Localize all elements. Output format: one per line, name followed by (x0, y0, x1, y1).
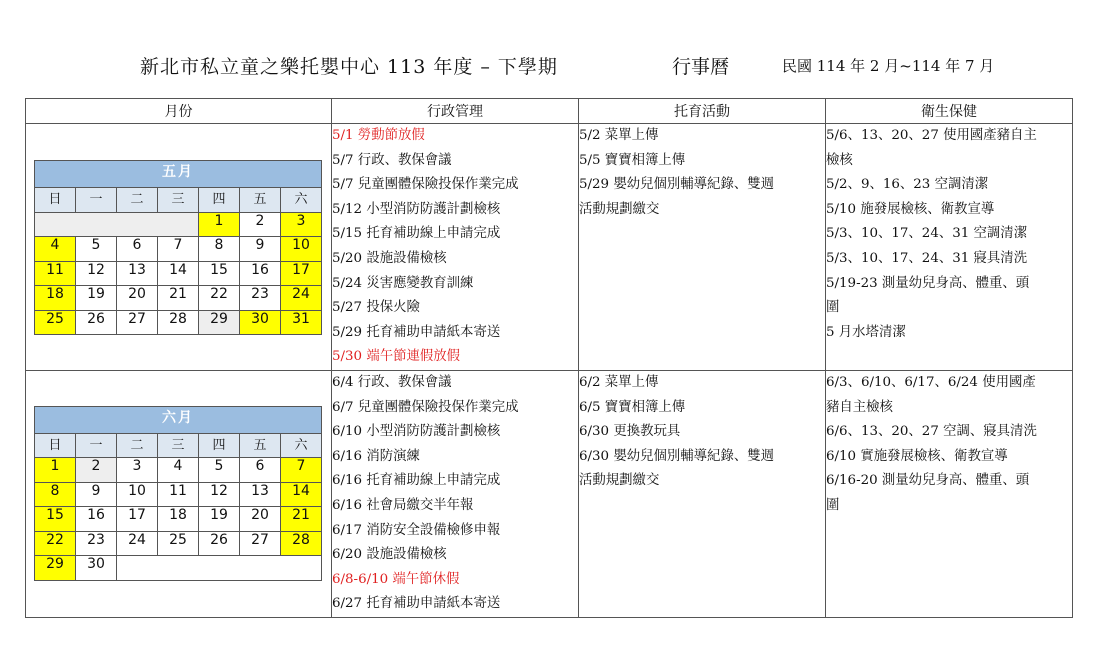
may-health-cell (826, 124, 1073, 371)
health-item: 豬自主檢核 (826, 399, 893, 415)
calendar-day: 25 (158, 531, 199, 556)
may-row (26, 124, 1073, 371)
june-admin-cell (332, 370, 579, 617)
health-item: 5/10 施發展檢核、衛教宣導 (826, 201, 995, 217)
calendar-day: 30 (240, 310, 281, 335)
weekday: 三 (158, 188, 199, 213)
may-activities-cell (579, 124, 826, 371)
weekday: 六 (281, 433, 322, 458)
weekday: 四 (199, 433, 240, 458)
admin-item: 6/10 小型消防防護計劃檢核 (332, 424, 501, 440)
activity-item: 6/5 寶寶相簿上傳 (579, 399, 686, 415)
health-item: 6/3、6/10、6/17、6/24 使用國產 (826, 374, 1036, 390)
calendar-day: 18 (35, 286, 76, 311)
calendar-day: 6 (240, 458, 281, 483)
weekday: 二 (117, 188, 158, 213)
activity-item: 6/2 菜單上傳 (579, 374, 659, 390)
calendar-day: 24 (117, 531, 158, 556)
calendar-day: 26 (199, 531, 240, 556)
calendar-day: 15 (35, 507, 76, 532)
june-calendar-title: 六月 (35, 406, 322, 433)
weekday: 四 (199, 188, 240, 213)
health-item: 圍 (826, 497, 840, 513)
calendar-day: 19 (199, 507, 240, 532)
activity-item: 6/30 更換教玩具 (579, 424, 681, 440)
weekday: 五 (240, 188, 281, 213)
calendar-day: 20 (240, 507, 281, 532)
calendar-day: 16 (76, 507, 117, 532)
activity-item: 5/5 寶寶相簿上傳 (579, 152, 686, 168)
header-admin: 行政管理 (332, 99, 579, 124)
calendar-day: 11 (158, 482, 199, 507)
calendar-day: 22 (199, 286, 240, 311)
health-item: 5/3、10、17、24、31 寢具清洗 (826, 250, 1028, 266)
health-item: 5/3、10、17、24、31 空調清潔 (826, 226, 1028, 242)
calendar-day: 28 (281, 531, 322, 556)
title-middle: 行事曆 (672, 56, 730, 78)
admin-item: 6/17 消防安全設備檢修申報 (332, 522, 501, 538)
health-item: 5/6、13、20、27 使用國產豬自主 (826, 128, 1037, 143)
june-weekday-row (35, 433, 322, 458)
calendar-day: 29 (35, 556, 76, 581)
header-health: 衛生保健 (826, 99, 1073, 124)
weekday: 六 (281, 188, 322, 213)
calendar-week (35, 310, 322, 335)
calendar-day: 20 (117, 286, 158, 311)
may-weekday-row (35, 188, 322, 213)
calendar-day: 8 (199, 237, 240, 262)
health-item: 6/6、13、20、27 空調、寢具清洗 (826, 424, 1037, 440)
weekday: 日 (35, 433, 76, 458)
health-item: 5/2、9、16、23 空調清潔 (826, 177, 989, 193)
admin-item: 6/16 托育補助線上申請完成 (332, 473, 501, 489)
june-calendar (34, 406, 322, 581)
calendar-day: 19 (76, 286, 117, 311)
activity-item: 5/2 菜單上傳 (579, 128, 659, 143)
june-activities-cell (579, 370, 826, 617)
header-activities: 托育活動 (579, 99, 826, 124)
calendar-day: 24 (281, 286, 322, 311)
calendar-day: 2 (240, 212, 281, 237)
admin-item: 6/7 兒童團體保險投保作業完成 (332, 399, 519, 415)
weekday: 五 (240, 433, 281, 458)
admin-item: 5/27 投保火險 (332, 300, 420, 316)
activity-item: 活動規劃繳交 (579, 473, 660, 489)
empty-days (117, 556, 322, 581)
admin-item: 5/20 設施設備檢核 (332, 250, 447, 266)
document-title (0, 52, 1113, 82)
calendar-day: 3 (281, 212, 322, 237)
calendar-day: 27 (240, 531, 281, 556)
admin-item: 5/12 小型消防防護計劃檢核 (332, 201, 501, 217)
calendar-day: 10 (117, 482, 158, 507)
calendar-day: 3 (117, 458, 158, 483)
calendar-day: 10 (281, 237, 322, 262)
admin-item: 6/27 托育補助申請紙本寄送 (332, 596, 501, 612)
admin-item: 5/15 托育補助線上申請完成 (332, 226, 501, 242)
admin-item: 5/7 行政、教保會議 (332, 152, 452, 168)
calendar-day: 23 (240, 286, 281, 311)
weekday: 日 (35, 188, 76, 213)
calendar-day: 2 (76, 458, 117, 483)
admin-item: 6/20 設施設備檢核 (332, 547, 447, 563)
calendar-day: 21 (158, 286, 199, 311)
admin-item: 5/7 兒童團體保險投保作業完成 (332, 177, 519, 193)
admin-item: 6/8-6/10 端午節休假 (332, 571, 460, 587)
calendar-day: 21 (281, 507, 322, 532)
calendar-week (35, 507, 322, 532)
calendar-day: 5 (199, 458, 240, 483)
weekday: 二 (117, 433, 158, 458)
calendar-day: 28 (158, 310, 199, 335)
calendar-week (35, 458, 322, 483)
calendar-day: 5 (76, 237, 117, 262)
calendar-day: 18 (158, 507, 199, 532)
calendar-day: 9 (240, 237, 281, 262)
calendar-week (35, 261, 322, 286)
calendar-day: 23 (76, 531, 117, 556)
schedule-header-row (26, 99, 1073, 124)
calendar-week (35, 482, 322, 507)
calendar-day: 31 (281, 310, 322, 335)
health-item: 圍 (826, 300, 840, 316)
calendar-day: 12 (199, 482, 240, 507)
calendar-day: 25 (35, 310, 76, 335)
weekday: 三 (158, 433, 199, 458)
admin-item: 5/29 托育補助申請紙本寄送 (332, 324, 501, 340)
calendar-week (35, 286, 322, 311)
calendar-day: 14 (281, 482, 322, 507)
admin-item: 5/24 災害應變教育訓練 (332, 275, 474, 291)
admin-item: 6/16 社會局繳交半年報 (332, 497, 474, 513)
calendar-day: 13 (240, 482, 281, 507)
calendar-day: 15 (199, 261, 240, 286)
calendar-day: 4 (158, 458, 199, 483)
calendar-week (35, 556, 322, 581)
calendar-week (35, 237, 322, 262)
calendar-day: 13 (117, 261, 158, 286)
activity-item: 5/29 嬰幼兒個別輔導紀錄、雙週 (579, 177, 775, 193)
title-main: 新北市私立童之樂托嬰中心 113 年度 – 下學期 (140, 56, 558, 78)
schedule-table (25, 98, 1073, 618)
weekday: 一 (76, 433, 117, 458)
may-calendar (34, 160, 322, 335)
may-month-cell (26, 124, 332, 371)
header-month: 月份 (26, 99, 332, 124)
calendar-day: 1 (199, 212, 240, 237)
admin-item: 6/16 消防演練 (332, 448, 420, 464)
calendar-day: 12 (76, 261, 117, 286)
june-health-cell (826, 370, 1073, 617)
calendar-week (35, 531, 322, 556)
admin-item: 5/30 端午節連假放假 (332, 349, 461, 365)
calendar-day: 6 (117, 237, 158, 262)
calendar-day: 1 (35, 458, 76, 483)
calendar-day: 14 (158, 261, 199, 286)
calendar-day: 7 (158, 237, 199, 262)
june-row (26, 370, 1073, 617)
title-date-range: 民國 114 年 2 月~114 年 7 月 (782, 57, 995, 75)
calendar-day: 29 (199, 310, 240, 335)
calendar-day: 26 (76, 310, 117, 335)
may-calendar-title: 五月 (35, 161, 322, 188)
calendar-day: 30 (76, 556, 117, 581)
may-admin-cell (332, 124, 579, 371)
health-item: 5 月水塔清潔 (826, 324, 906, 340)
calendar-week (35, 212, 322, 237)
health-item: 檢核 (826, 152, 853, 168)
empty-days (35, 212, 199, 237)
activity-item: 活動規劃繳交 (579, 201, 660, 217)
calendar-day: 11 (35, 261, 76, 286)
calendar-day: 27 (117, 310, 158, 335)
calendar-day: 22 (35, 531, 76, 556)
calendar-day: 4 (35, 237, 76, 262)
health-item: 5/19-23 測量幼兒身高、體重、頭 (826, 275, 1030, 291)
health-item: 6/10 實施發展檢核、衛教宣導 (826, 448, 1008, 464)
health-item: 6/16-20 測量幼兒身高、體重、頭 (826, 473, 1030, 489)
calendar-day: 17 (281, 261, 322, 286)
june-month-cell (26, 370, 332, 617)
admin-item: 6/4 行政、教保會議 (332, 374, 452, 390)
calendar-day: 9 (76, 482, 117, 507)
activity-item: 6/30 嬰幼兒個別輔導紀錄、雙週 (579, 448, 775, 464)
admin-item: 5/1 勞動節放假 (332, 128, 425, 143)
calendar-day: 16 (240, 261, 281, 286)
weekday: 一 (76, 188, 117, 213)
calendar-day: 17 (117, 507, 158, 532)
calendar-day: 8 (35, 482, 76, 507)
calendar-day: 7 (281, 458, 322, 483)
